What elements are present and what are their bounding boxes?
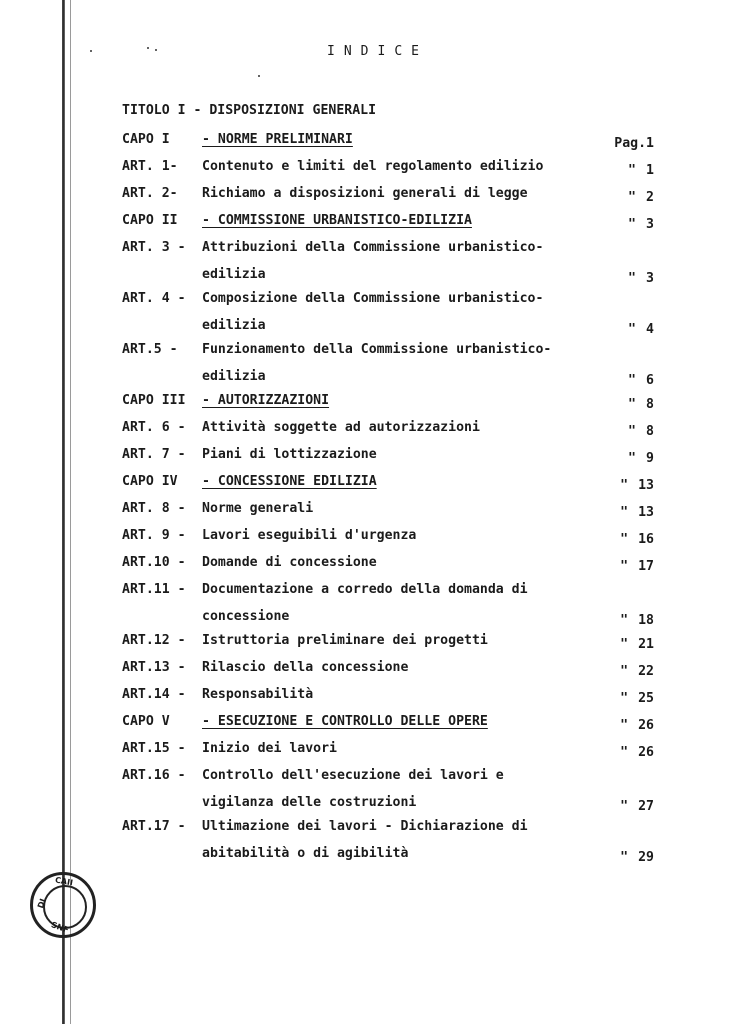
toc-page-number: [604, 451, 654, 466]
toc-continuation: [122, 267, 662, 291]
ditto-mark: ": [620, 799, 629, 814]
toc-article: [122, 819, 662, 846]
page-number-value: 3: [646, 217, 654, 232]
ditto-mark: ": [620, 850, 629, 865]
ditto-mark: ": [620, 664, 629, 679]
toc-article: [122, 768, 662, 795]
toc-chapter: [122, 213, 662, 240]
toc-chapter: [122, 474, 662, 501]
toc-page-number: [604, 163, 654, 178]
toc-chapter: [122, 393, 662, 420]
toc-page-number: [604, 505, 654, 520]
toc-entry-title: - COMMISSIONE URBANISTICO-EDILIZIA: [202, 213, 472, 228]
toc-entry-title: concessione: [202, 609, 290, 624]
toc-page-number: [604, 424, 654, 439]
toc-entry-label: ART.17 -: [122, 819, 186, 834]
toc-article: [122, 528, 662, 555]
toc-article: [122, 291, 662, 318]
toc-article: [122, 159, 662, 186]
page-number-value: 6: [646, 373, 654, 388]
toc-entry-label: ART.5 -: [122, 342, 178, 357]
toc-entry-label: ART.14 -: [122, 687, 186, 702]
toc-page-number: [604, 718, 654, 733]
toc-entry-title: Norme generali: [202, 501, 314, 516]
page-number-value: 17: [638, 559, 654, 574]
toc-article: [122, 582, 662, 609]
page-number-value: 18: [638, 613, 654, 628]
toc-entry-title: - CONCESSIONE EDILIZIA: [202, 474, 377, 489]
page-number-value: 25: [638, 691, 654, 706]
toc-entry-label: CAPO IV: [122, 474, 178, 489]
toc-entry-title: vigilanza delle costruzioni: [202, 795, 417, 810]
toc-chapter: [122, 132, 662, 159]
toc-entry-label: ART. 1-: [122, 159, 178, 174]
toc-page-number: [604, 271, 654, 286]
toc-heading: [122, 103, 662, 132]
speck: [258, 75, 260, 77]
binding-line: [70, 0, 71, 1024]
page-number-value: 27: [638, 799, 654, 814]
ditto-mark: ": [628, 190, 636, 205]
ditto-mark: ": [628, 163, 636, 178]
ditto-mark: ": [620, 745, 629, 760]
toc-page-number: [604, 664, 654, 679]
ditto-mark: ": [620, 478, 629, 493]
toc-page-number: [604, 613, 654, 628]
page-number-value: Pag.1: [614, 136, 654, 151]
page-number-value: 2: [646, 190, 654, 205]
ditto-mark: ": [620, 637, 629, 652]
ditto-mark: ": [628, 373, 636, 388]
ditto-mark: ": [620, 532, 629, 547]
ditto-mark: ": [620, 505, 629, 520]
page-number-value: 13: [638, 505, 654, 520]
ditto-mark: ": [620, 718, 629, 733]
toc-entry-title: Inizio dei lavori: [202, 741, 337, 756]
toc-page-number: [604, 799, 654, 814]
toc-article: [122, 342, 662, 369]
ditto-mark: ": [620, 691, 629, 706]
toc-page-number: [604, 478, 654, 493]
toc-article: [122, 240, 662, 267]
toc-page-number: [604, 637, 654, 652]
binding-edge: [62, 0, 65, 1024]
toc-entry-label: ART.10 -: [122, 555, 186, 570]
toc-article: [122, 660, 662, 687]
toc-page-number: [604, 532, 654, 547]
ditto-mark: ": [628, 271, 636, 286]
ditto-mark: ": [620, 559, 629, 574]
toc-page-number: [604, 745, 654, 760]
toc-entry-label: ART.12 -: [122, 633, 186, 648]
toc-entry-title: Attività soggette ad autorizzazioni: [202, 420, 480, 435]
toc-entry-label: ART.16 -: [122, 768, 186, 783]
toc-entry-title: Responsabilità: [202, 687, 314, 702]
toc-entry-title: Lavori eseguibili d'urgenza: [202, 528, 417, 543]
toc-entry-label: CAPO V: [122, 714, 170, 729]
toc-article: [122, 633, 662, 660]
toc-article: [122, 447, 662, 474]
toc-entry-label: ART. 8 -: [122, 501, 186, 516]
ditto-mark: ": [628, 397, 636, 412]
table-of-contents: [122, 103, 662, 870]
stamp-text: SNF: [50, 920, 70, 935]
toc-continuation: [122, 795, 662, 819]
toc-entry-title: Richiamo a disposizioni generali di legge: [202, 186, 528, 201]
document-title: INDICE: [327, 44, 428, 59]
page-number-value: 9: [646, 451, 654, 466]
toc-entry-title: edilizia: [202, 318, 266, 333]
ditto-mark: ": [628, 451, 636, 466]
toc-entry-title: - ESECUZIONE E CONTROLLO DELLE OPERE: [202, 714, 488, 729]
toc-page-number: [604, 322, 654, 337]
toc-article: [122, 741, 662, 768]
page-number-value: 8: [646, 424, 654, 439]
toc-page-number: [604, 136, 654, 151]
toc-entry-label: ART. 3 -: [122, 240, 186, 255]
toc-entry-title: Composizione della Commissione urbanistico-: [202, 291, 544, 306]
toc-entry-title: Rilascio della concessione: [202, 660, 409, 675]
page-number-value: 8: [646, 397, 654, 412]
toc-page-number: [604, 190, 654, 205]
toc-entry-label: ART. 4 -: [122, 291, 186, 306]
toc-page-number: [604, 559, 654, 574]
ditto-mark: ": [628, 217, 636, 232]
page-number-value: 13: [638, 478, 654, 493]
toc-continuation: [122, 846, 662, 870]
toc-article: [122, 501, 662, 528]
toc-entry-label: ART. 6 -: [122, 420, 186, 435]
stamp-text: DI: [35, 897, 48, 910]
page-number-value: 3: [646, 271, 654, 286]
toc-entry-title: Contenuto e limiti del regolamento edilizio: [202, 159, 544, 174]
toc-article: [122, 420, 662, 447]
toc-entry-label: ART. 2-: [122, 186, 178, 201]
page-number-value: 29: [638, 850, 654, 865]
toc-article: [122, 186, 662, 213]
page-number-value: 21: [638, 637, 654, 652]
toc-entry-title: Funzionamento della Commissione urbanistico-: [202, 342, 552, 357]
toc-entry-title: - AUTORIZZAZIONI: [202, 393, 330, 408]
toc-entry-title: Attribuzioni della Commissione urbanistico-: [202, 240, 544, 255]
ditto-mark: ": [620, 613, 629, 628]
ditto-mark: ": [628, 424, 636, 439]
page-number-value: 26: [638, 745, 654, 760]
toc-entry-label: CAPO III: [122, 393, 186, 408]
toc-page-number: [604, 397, 654, 412]
toc-continuation: [122, 318, 662, 342]
page-number-value: 1: [646, 163, 654, 178]
toc-entry-title: edilizia: [202, 369, 266, 384]
toc-page-number: [604, 850, 654, 865]
toc-entry-label: CAPO I: [122, 132, 170, 147]
page-number-value: 22: [638, 664, 654, 679]
toc-entry-label: ART.15 -: [122, 741, 186, 756]
toc-entry-title: Istruttoria preliminare dei progetti: [202, 633, 488, 648]
stamp-text: CAII: [54, 875, 74, 888]
toc-article: [122, 555, 662, 582]
toc-entry-label: ART.13 -: [122, 660, 186, 675]
toc-entry-title: Piani di lottizzazione: [202, 447, 377, 462]
toc-entry-title: Documentazione a corredo della domanda di: [202, 582, 528, 597]
toc-entry-label: CAPO II: [122, 213, 178, 228]
stamp-inner-ring: [43, 885, 87, 929]
rubber-stamp: [30, 872, 96, 938]
page-number-value: 4: [646, 322, 654, 337]
toc-chapter: [122, 714, 662, 741]
toc-entry-label: ART. 9 -: [122, 528, 186, 543]
toc-entry-title: edilizia: [202, 267, 266, 282]
page-number-value: 26: [638, 718, 654, 733]
toc-article: [122, 687, 662, 714]
toc-entry-title: abitabilità o di agibilità: [202, 846, 409, 861]
toc-continuation: [122, 369, 662, 393]
toc-entry-title: Controllo dell'esecuzione dei lavori e: [202, 768, 504, 783]
toc-page-number: [604, 217, 654, 232]
toc-continuation: [122, 609, 662, 633]
toc-entry-title: - NORME PRELIMINARI: [202, 132, 353, 147]
toc-entry-title: Ultimazione dei lavori - Dichiarazione di: [202, 819, 528, 834]
toc-page-number: [604, 691, 654, 706]
toc-entry-label: ART.11 -: [122, 582, 186, 597]
toc-heading-text: TITOLO I - DISPOSIZIONI GENERALI: [122, 103, 377, 118]
ditto-mark: ": [628, 322, 636, 337]
page-number-value: 16: [638, 532, 654, 547]
toc-entry-title: Domande di concessione: [202, 555, 377, 570]
toc-entry-label: ART. 7 -: [122, 447, 186, 462]
toc-page-number: [604, 373, 654, 388]
